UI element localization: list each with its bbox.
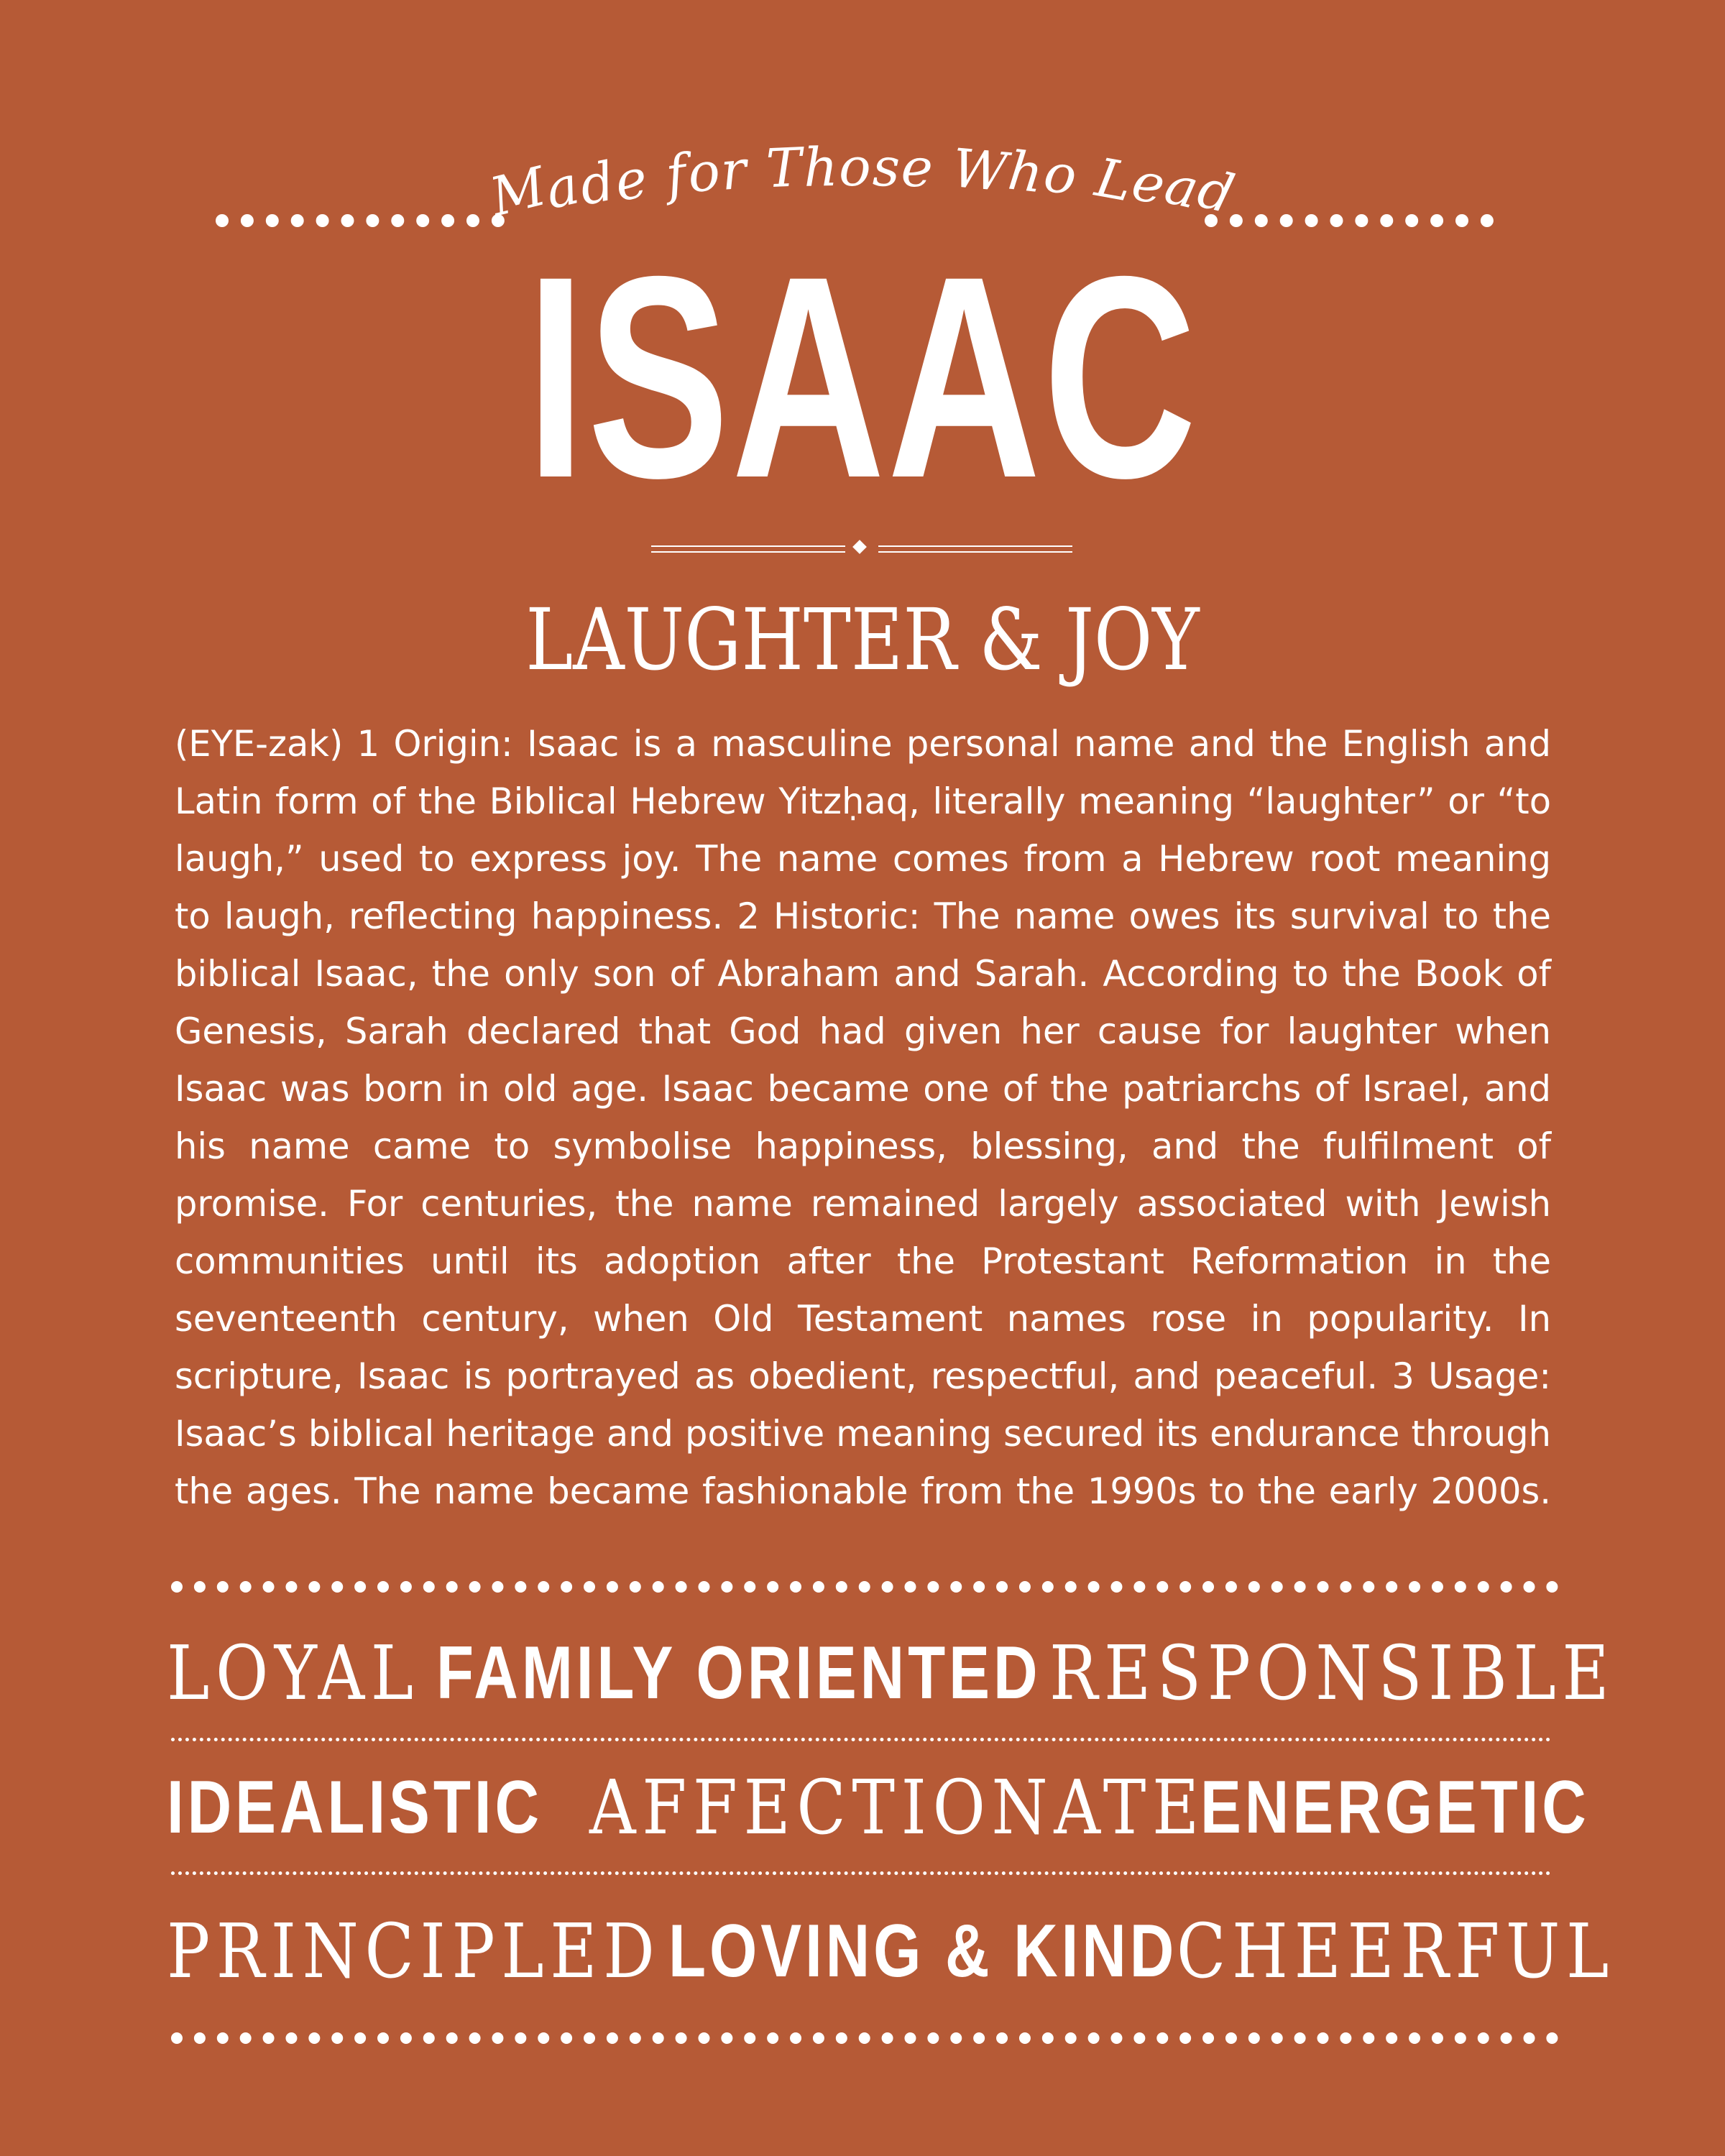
name-meaning: LAUGHTER & JOY <box>525 590 1200 689</box>
divider-line-left <box>651 545 845 553</box>
trait-principled: PRINCIPLED <box>167 1907 661 1995</box>
dotted-separator-top <box>171 1581 1558 1593</box>
dotted-separator-2 <box>171 1871 1551 1875</box>
traits-row-3 <box>167 1907 1615 1995</box>
tagline <box>0 136 1725 229</box>
dotted-rule-left <box>216 214 505 227</box>
dotted-separator-bottom <box>171 2032 1558 2044</box>
traits-row-2 <box>167 1764 1590 1851</box>
traits-row-1 <box>167 1629 1616 1717</box>
trait-energetic: ENERGETIC <box>1200 1766 1590 1849</box>
trait-loving-kind: LOVING & KIND <box>668 1909 1178 1993</box>
diamond-divider <box>651 542 1072 556</box>
trait-family-oriented: FAMILY ORIENTED <box>436 1631 1041 1715</box>
dotted-rule-right <box>1205 214 1494 227</box>
name-title: ISAAC <box>526 216 1199 538</box>
trait-loyal: LOYAL <box>167 1629 420 1717</box>
tagline-text: Made for Those Who Lead <box>484 136 1241 229</box>
name-description: (EYE-zak) 1 Origin: Isaac is a masculine personal name and the English and Latin form of the Biblical Hebrew Yitzḥaq, literally meaning “laughter” or “to laugh,” used to express joy. The name comes from a Hebrew root meaning to laugh, reflecting happiness. 2 Historic: The name owes its survival to the biblical Isaac, the only son of Abraham and Sarah. According to the Book of Genesis, Sarah declared that God had given her cause for laughter when Isaac was born in old age. Isaac became one of the patriarchs of Israel, and his name came to symbolise happiness, blessing, and the fulfilment of promise. For centuries, the name remained largely associated with Jewish communities until its adoption after the Protestant Reformation in the seventeenth century, when Old Testament names rose in popularity. In scripture, Isaac is portrayed as obedient, respectful, and peaceful. 3 Usage: Isaac’s biblical heritage and positive meaning secured its endurance through the ages. The name became fashionable from the 1990s to the early 2000s. <box>175 723 1551 1512</box>
trait-cheerful: CHEERFUL <box>1177 1907 1615 1995</box>
trait-responsible: RESPONSIBLE <box>1049 1629 1616 1717</box>
dotted-separator-1 <box>171 1738 1551 1741</box>
trait-idealistic: IDEALISTIC <box>167 1766 543 1849</box>
trait-affectionate: AFFECTIONATE <box>589 1764 1205 1851</box>
divider-line-right <box>878 545 1072 553</box>
diamond-icon <box>852 540 867 554</box>
